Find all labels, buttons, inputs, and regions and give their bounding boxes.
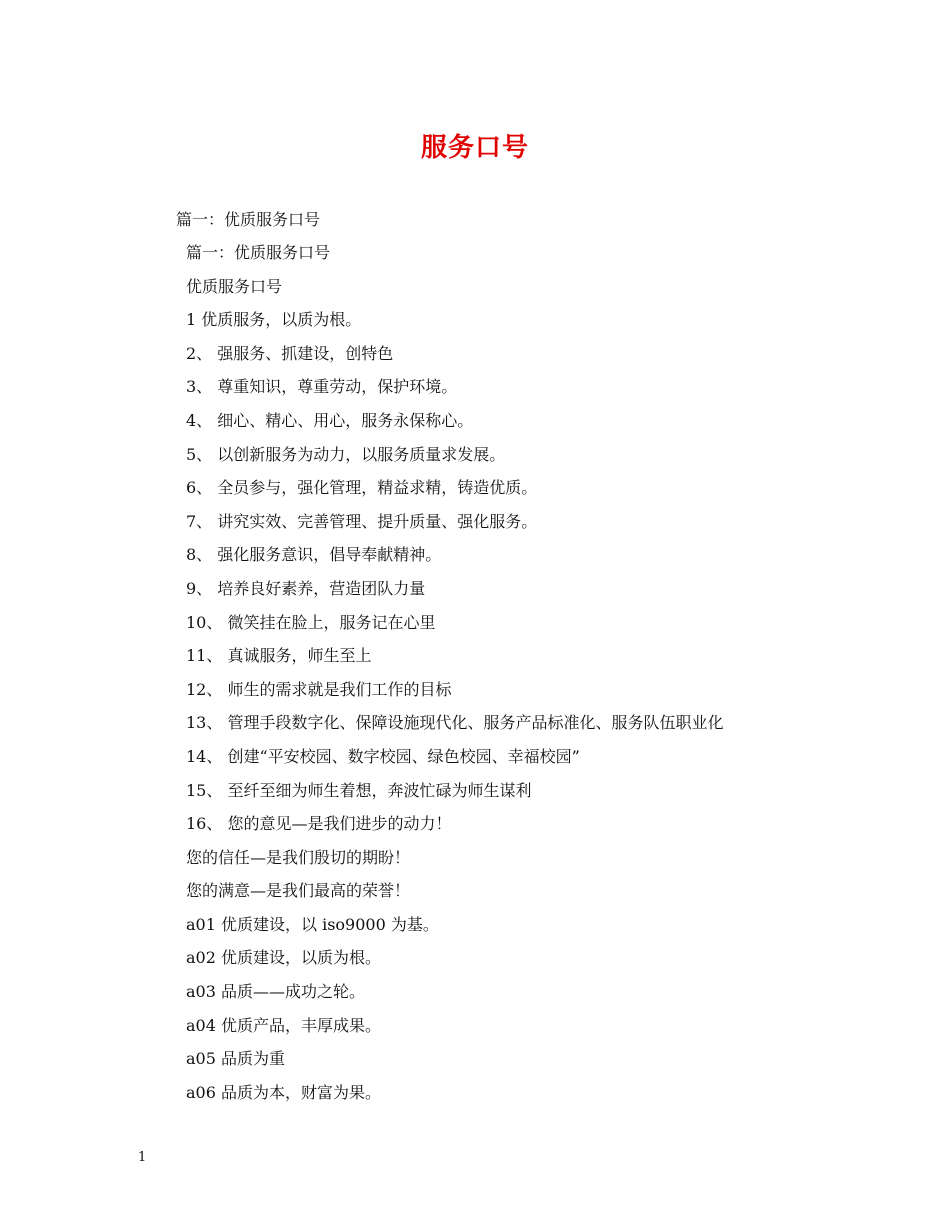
list-item: a03 品质——成功之轮。 [186, 982, 365, 1002]
list-item: 3、 尊重知识，尊重劳动，保护环境。 [186, 377, 458, 397]
list-item: 8、 强化服务意识，倡导奉献精神。 [186, 545, 442, 565]
page-title: 服务口号 [420, 133, 529, 163]
slogan-list [186, 240, 723, 1113]
list-item: 篇一：优质服务口号 [186, 243, 331, 262]
list-item: 您的满意—是我们最高的荣誉！ [186, 881, 411, 901]
list-item: 14、 创建“平安校园、数字校园、绿色校园、幸福校园” [186, 746, 580, 766]
list-item: 7、 讲究实效、完善管理、提升质量、强化服务。 [186, 511, 538, 531]
list-item: 2、 强服务、抓建设，创特色 [186, 343, 394, 363]
list-item: 15、 至纤至细为师生着想，奔波忙碌为师生谋利 [186, 780, 532, 800]
list-item: 优质服务口号 [186, 276, 283, 296]
list-item: 您的信任—是我们殷切的期盼！ [186, 847, 411, 867]
list-item: 1 优质服务，以质为根。 [186, 310, 362, 330]
list-item: a02 优质建设，以质为根。 [186, 948, 381, 968]
list-item: a01 优质建设，以 iso9000 为基。 [186, 914, 439, 934]
list-item: a05 品质为重 [186, 1049, 285, 1069]
section-heading: 篇一：优质服务口号 [176, 210, 321, 229]
list-item: a04 优质产品，丰厚成果。 [186, 1015, 381, 1035]
list-item: 12、 师生的需求就是我们工作的目标 [186, 679, 452, 699]
list-item: 16、 您的意见—是我们进步的动力！ [186, 814, 452, 834]
page-number: 1 [138, 1150, 147, 1165]
list-item: 9、 培养良好素养，营造团队力量 [186, 578, 426, 598]
list-item: 5、 以创新服务为动力，以服务质量求发展。 [186, 444, 506, 464]
list-item: 6、 全员参与，强化管理，精益求精，铸造优质。 [186, 478, 538, 498]
list-item: a06 品质为本，财富为果。 [186, 1082, 381, 1102]
list-item: 13、 管理手段数字化、保障设施现代化、服务产品标准化、服务队伍职业化 [186, 713, 724, 733]
list-item: 10、 微笑挂在脸上，服务记在心里 [186, 612, 436, 632]
list-item: 11、 真诚服务，师生至上 [186, 646, 372, 666]
list-item: 4、 细心、精心、用心，服务永保称心。 [186, 410, 474, 430]
